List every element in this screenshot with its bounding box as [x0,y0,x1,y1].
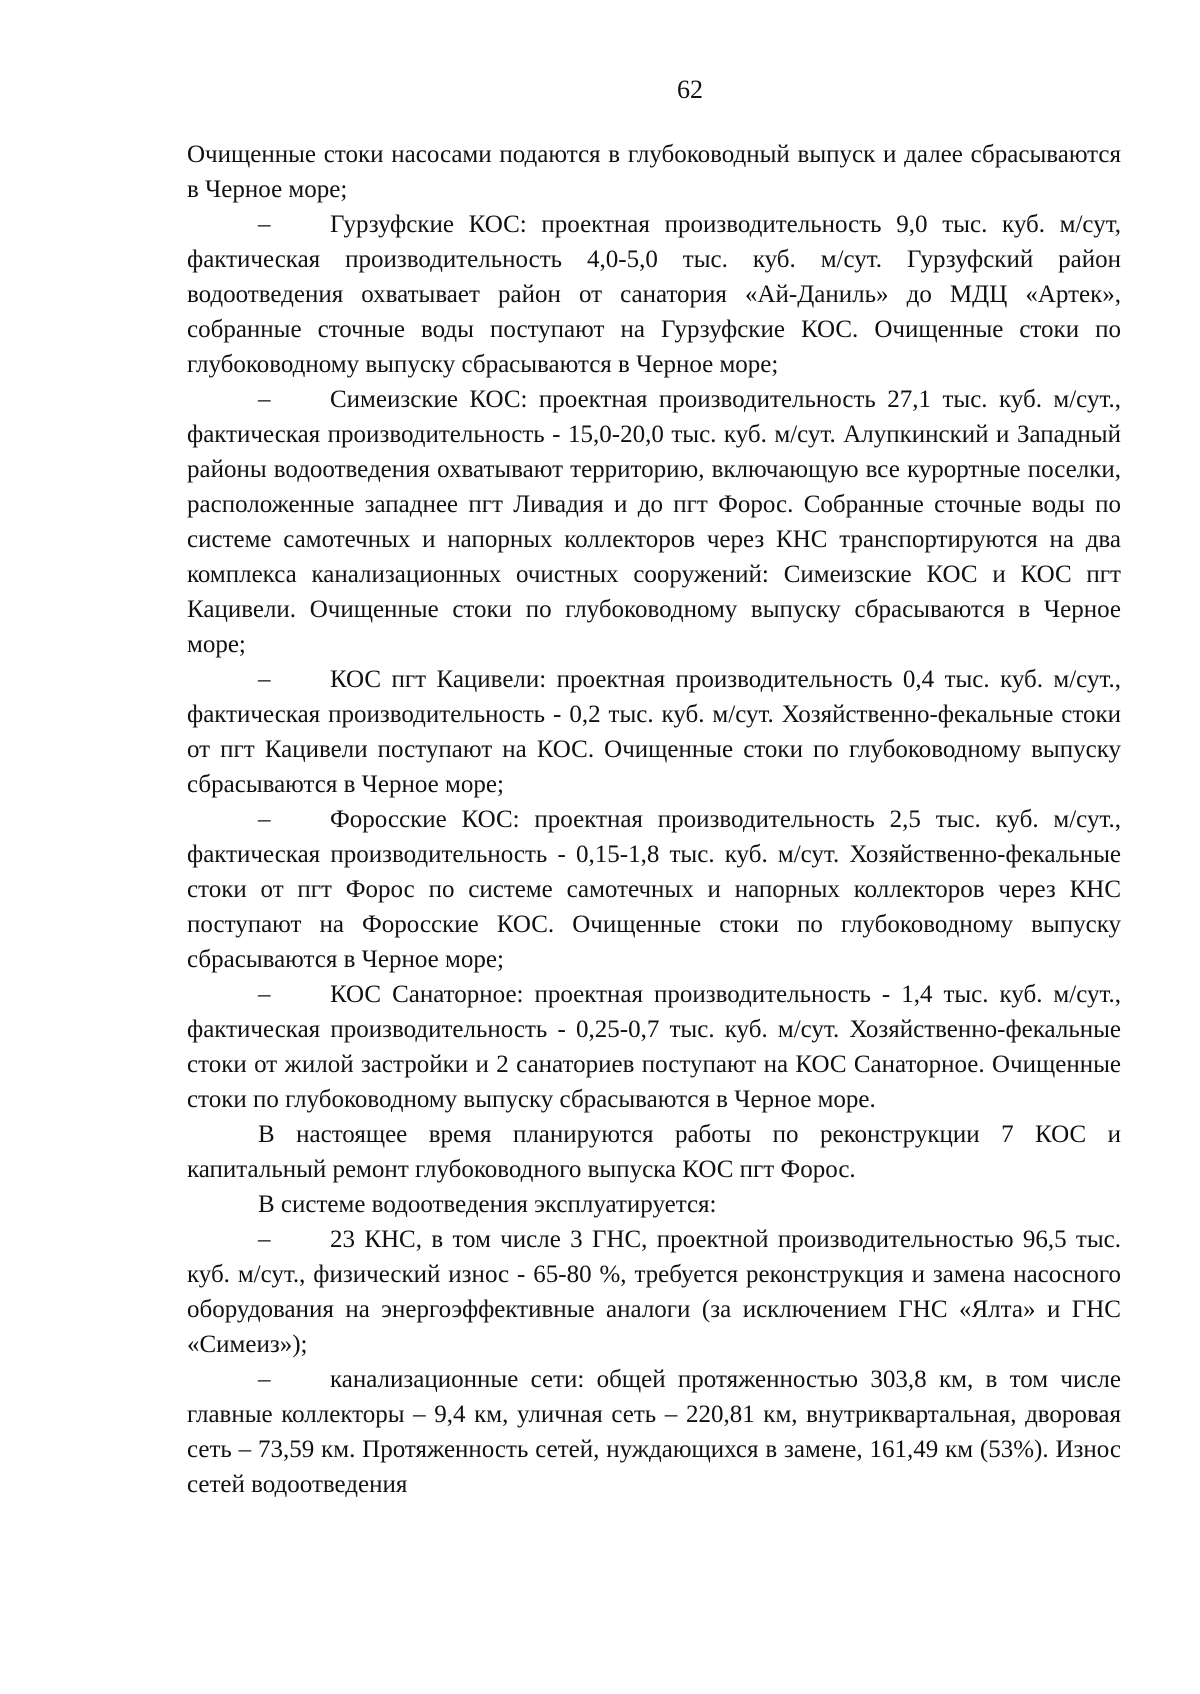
dash-bullet: – [258,1366,271,1393]
dash-bullet: – [258,806,271,833]
list-item-gurzuf-kos [187,207,1121,382]
document-body [187,137,1121,1502]
list-item-foros-kos [187,802,1121,977]
list-item-text: Форосские КОС: проектная производительность 2,5 тыс. куб. м/сут., фактическая производительность - 0,15-1,8 тыс. куб. м/сут. Хозяйственно-фекальные стоки от пгт Форос по системе самотечных и напорных коллекторов через КНС поступают на Форосские КОС. Очищенные стоки по глубоководному выпуску сбрасываются в Черное море; [187,806,1121,973]
list-item-text: КОС пгт Кацивели: проектная производительность 0,4 тыс. куб. м/сут., фактическая производительность - 0,2 тыс. куб. м/сут. Хозяйственно-фекальные стоки от пгт Кацивели поступают на КОС. Очищенные стоки по глубоководному выпуску сбрасываются в Черное море; [187,666,1121,798]
dash-bullet: – [258,666,271,693]
list-item-text: канализационные сети: общей протяженностью 303,8 км, в том числе главные коллекторы – 9,4 км, уличная сеть – 220,81 км, внутриквартальная, дворовая сеть – 73,59 км. Протяженность сетей, нуждающихся в замене, 161,49 км (53%). Износ сетей водоотведения [187,1366,1121,1498]
dash-bullet: – [258,211,271,238]
list-item-sanatornoe-kos [187,977,1121,1117]
list-item-simeiz-kos [187,382,1121,662]
list-item-text: Симеизские КОС: проектная производительность 27,1 тыс. куб. м/сут., фактическая производительность - 15,0-20,0 тыс. куб. м/сут. Алупкинский и Западный районы водоотведения охватывают территорию, включающую все курортные поселки, расположенные западнее пгт Ливадия и до пгт Форос. Собранные сточные воды по системе самотечных и напорных коллекторов через КНС транспортируются на два комплекса канализационных очистных сооружений: Симеизские КОС и КОС пгт Кацивели. Очищенные стоки по глубоководному выпуску сбрасываются в Черное море; [187,386,1121,658]
list-item-text: Гурзуфские КОС: проектная производительность 9,0 тыс. куб. м/сут, фактическая производительность 4,0-5,0 тыс. куб. м/сут. Гурзуфский район водоотведения охватывает район от санатория «Ай-Даниль» до МДЦ «Артек», собранные сточные воды поступают на Гурзуфские КОС. Очищенные стоки по глубоководному выпуску сбрасываются в Черное море; [187,211,1121,378]
dash-bullet: – [258,386,271,413]
paragraph-system-intro: В системе водоотведения эксплуатируется: [258,1191,717,1218]
page-number: 62 [677,75,703,104]
paragraph-continuation: Очищенные стоки насосами подаются в глубоководный выпуск и далее сбрасываются в Черное море; [187,141,1121,203]
list-item-pump-stations [187,1222,1121,1362]
list-item-katsiveli-kos [187,662,1121,802]
list-item-text: КОС Санаторное: проектная производительность - 1,4 тыс. куб. м/сут., фактическая производительность - 0,25-0,7 тыс. куб. м/сут. Хозяйственно-фекальные стоки от жилой застройки и 2 санаториев поступают на КОС Санаторное. Очищенные стоки по глубоководному выпуску сбрасываются в Черное море. [187,981,1121,1113]
dash-bullet: – [258,1226,271,1253]
paragraph-reconstruction-plans: В настоящее время планируются работы по реконструкции 7 КОС и капитальный ремонт глубоководного выпуска КОС пгт Форос. [187,1121,1121,1183]
dash-bullet: – [258,981,271,1008]
list-item-sewer-networks [187,1362,1121,1502]
list-item-text: 23 КНС, в том числе 3 ГНС, проектной производительностью 96,5 тыс. куб. м/сут., физический износ - 65-80 %, требуется реконструкция и замена насосного оборудования на энергоэффективные аналоги (за исключением ГНС «Ялта» и ГНС «Симеиз»); [187,1226,1121,1358]
